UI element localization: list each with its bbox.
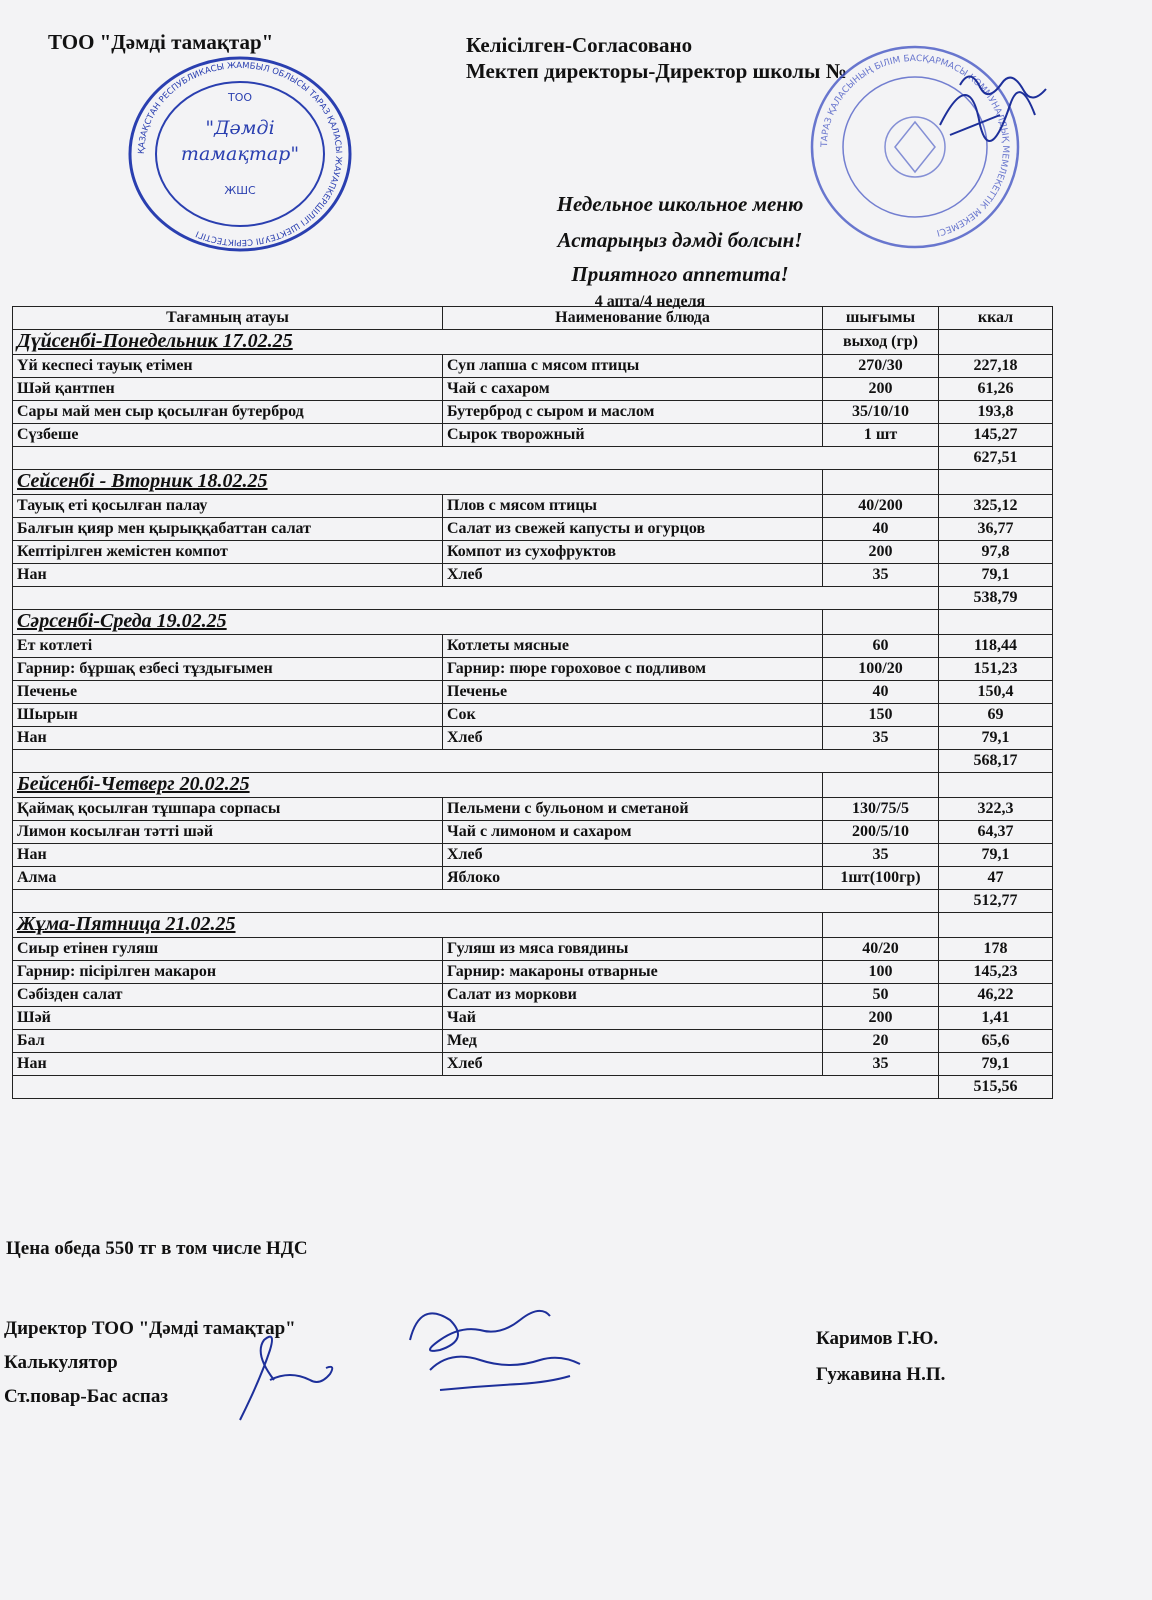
dish-output: 200 xyxy=(823,541,939,564)
day-total-row xyxy=(13,750,1053,773)
day-title xyxy=(13,470,823,495)
day-header-row xyxy=(13,330,1053,355)
dish-kcal: 151,23 xyxy=(939,658,1053,681)
dish-name-kz: Печенье xyxy=(13,681,443,704)
table-header-row xyxy=(13,307,1053,330)
menu-title-3: Приятного аппетита! xyxy=(571,262,789,286)
dish-kcal: 227,18 xyxy=(939,355,1053,378)
role-director: Директор ТОО "Дәмді тамақтар" xyxy=(4,1318,296,1339)
dish-name-kz: Гарнир: пісірілген макарон xyxy=(13,961,443,984)
table-row xyxy=(13,1053,1053,1076)
table-row xyxy=(13,355,1053,378)
role-chef: Ст.повар-Бас аспаз xyxy=(4,1386,169,1407)
day-header-row xyxy=(13,913,1053,938)
day-total-row xyxy=(13,587,1053,610)
day-kcal-header xyxy=(939,470,1053,495)
dish-kcal: 47 xyxy=(939,867,1053,890)
dish-kcal: 79,1 xyxy=(939,1053,1053,1076)
director-signature xyxy=(930,55,1110,165)
day-output-header xyxy=(823,773,939,798)
dish-kcal: 69 xyxy=(939,704,1053,727)
dish-name-ru: Мед xyxy=(443,1030,823,1053)
day-header-row xyxy=(13,470,1053,495)
day-title-text: Сәрсенбі-Среда 19.02.25 xyxy=(17,610,227,632)
dish-output: 200 xyxy=(823,1007,939,1030)
day-total-kcal: 515,56 xyxy=(939,1076,1053,1099)
dish-kcal: 145,27 xyxy=(939,424,1053,447)
dish-name-ru: Хлеб xyxy=(443,844,823,867)
day-title xyxy=(13,610,823,635)
dish-name-ru: Печенье xyxy=(443,681,823,704)
dish-output: 35 xyxy=(823,844,939,867)
stamp-top: ТОО xyxy=(227,91,253,104)
day-title-text: Жұма-Пятница 21.02.25 xyxy=(17,913,236,935)
dish-kcal: 64,37 xyxy=(939,821,1053,844)
header-kz: Тағамның атауы xyxy=(13,307,443,330)
day-output-header xyxy=(823,610,939,635)
table-row xyxy=(13,378,1053,401)
dish-output: 200 xyxy=(823,378,939,401)
dish-output: 270/30 xyxy=(823,355,939,378)
dish-name-ru: Суп лапша с мясом птицы xyxy=(443,355,823,378)
dish-kcal: 145,23 xyxy=(939,961,1053,984)
dish-output: 130/75/5 xyxy=(823,798,939,821)
table-row xyxy=(13,564,1053,587)
dish-kcal: 79,1 xyxy=(939,727,1053,750)
dish-output: 20 xyxy=(823,1030,939,1053)
day-total-spacer xyxy=(13,447,939,470)
dish-name-kz: Кептірілген жемістен компот xyxy=(13,541,443,564)
dish-output: 50 xyxy=(823,984,939,1007)
table-row xyxy=(13,424,1053,447)
dish-kcal: 79,1 xyxy=(939,844,1053,867)
approval-block xyxy=(466,32,847,84)
dish-name-kz: Шәй xyxy=(13,1007,443,1030)
day-title xyxy=(13,330,823,355)
dish-output: 100 xyxy=(823,961,939,984)
dish-name-ru: Яблоко xyxy=(443,867,823,890)
dish-output: 150 xyxy=(823,704,939,727)
menu-table xyxy=(12,306,1053,1099)
role-calculator: Калькулятор xyxy=(4,1352,118,1373)
dish-name-kz: Сүзбеше xyxy=(13,424,443,447)
dish-name-kz: Нан xyxy=(13,844,443,867)
dish-name-ru: Чай xyxy=(443,1007,823,1030)
day-header-row xyxy=(13,610,1053,635)
table-row xyxy=(13,681,1053,704)
day-title xyxy=(13,773,823,798)
dish-output: 60 xyxy=(823,635,939,658)
dish-name-ru: Чай с сахаром xyxy=(443,378,823,401)
dish-name-ru: Хлеб xyxy=(443,1053,823,1076)
header-kcal: ккал xyxy=(939,307,1053,330)
day-output-header: выход (гр) xyxy=(823,330,939,355)
dish-name-kz: Бал xyxy=(13,1030,443,1053)
dish-name-kz: Сиыр етінен гуляш xyxy=(13,938,443,961)
day-total-kcal: 568,17 xyxy=(939,750,1053,773)
table-row xyxy=(13,704,1053,727)
company-name: ТОО "Дәмді тамақтар" xyxy=(48,30,274,54)
name-director: Каримов Г.Ю. xyxy=(816,1328,939,1349)
dish-kcal: 97,8 xyxy=(939,541,1053,564)
table-row xyxy=(13,938,1053,961)
day-kcal-header xyxy=(939,610,1053,635)
dish-kcal: 118,44 xyxy=(939,635,1053,658)
dish-name-kz: Үй кеспесі тауық етімен xyxy=(13,355,443,378)
dish-name-kz: Шәй қантпен xyxy=(13,378,443,401)
dish-name-kz: Нан xyxy=(13,1053,443,1076)
dish-name-kz: Тауық еті қосылған палау xyxy=(13,495,443,518)
table-row xyxy=(13,658,1053,681)
dish-output: 40/200 xyxy=(823,495,939,518)
dish-name-kz: Балғын қияр мен қырыққабаттан салат xyxy=(13,518,443,541)
dish-kcal: 46,22 xyxy=(939,984,1053,1007)
name-calculator: Гужавина Н.П. xyxy=(816,1364,946,1385)
dish-name-ru: Хлеб xyxy=(443,564,823,587)
stamp-middle-2: тамақтар" xyxy=(180,143,300,165)
dish-name-ru: Гуляш из мяса говядины xyxy=(443,938,823,961)
table-row xyxy=(13,821,1053,844)
dish-name-kz: Шырын xyxy=(13,704,443,727)
day-title xyxy=(13,913,823,938)
dish-kcal: 193,8 xyxy=(939,401,1053,424)
dish-kcal: 65,6 xyxy=(939,1030,1053,1053)
dish-name-ru: Сырок творожный xyxy=(443,424,823,447)
table-row xyxy=(13,495,1053,518)
dish-kcal: 178 xyxy=(939,938,1053,961)
dish-output: 35/10/10 xyxy=(823,401,939,424)
table-row xyxy=(13,635,1053,658)
dish-kcal: 1,41 xyxy=(939,1007,1053,1030)
dish-kcal: 79,1 xyxy=(939,564,1053,587)
director-line: Мектеп директоры-Директор школы № xyxy=(466,59,847,83)
dish-name-kz: Лимон косылған тәтті шәй xyxy=(13,821,443,844)
dish-name-ru: Гарнир: макароны отварные xyxy=(443,961,823,984)
day-kcal-header xyxy=(939,913,1053,938)
table-row xyxy=(13,844,1053,867)
dish-output: 200/5/10 xyxy=(823,821,939,844)
dish-name-kz: Қаймақ қосылған тұшпара сорпасы xyxy=(13,798,443,821)
day-total-row xyxy=(13,447,1053,470)
menu-title-2: Астарыңыз дәмді болсын! xyxy=(557,228,803,252)
dish-name-kz: Сары май мен сыр қосылған бутерброд xyxy=(13,401,443,424)
dish-name-kz: Нан xyxy=(13,727,443,750)
day-kcal-header xyxy=(939,773,1053,798)
day-title-text: Дүйсенбі-Понедельник 17.02.25 xyxy=(17,330,293,352)
dish-name-ru: Пельмени с бульоном и сметаной xyxy=(443,798,823,821)
day-total-row xyxy=(13,1076,1053,1099)
dish-output: 35 xyxy=(823,1053,939,1076)
stamp-middle-1: "Дәмді xyxy=(205,117,275,139)
table-row xyxy=(13,984,1053,1007)
dish-name-ru: Салат из свежей капусты и огурцов xyxy=(443,518,823,541)
day-total-spacer xyxy=(13,587,939,610)
table-row xyxy=(13,518,1053,541)
dish-name-kz: Ет котлеті xyxy=(13,635,443,658)
dish-kcal: 325,12 xyxy=(939,495,1053,518)
lunch-price: Цена обеда 550 тг в том числе НДС xyxy=(6,1238,308,1259)
dish-name-kz: Алма xyxy=(13,867,443,890)
table-row xyxy=(13,1007,1053,1030)
dish-name-ru: Салат из моркови xyxy=(443,984,823,1007)
company-stamp xyxy=(125,56,355,252)
table-row xyxy=(13,1030,1053,1053)
table-row xyxy=(13,798,1053,821)
dish-kcal: 150,4 xyxy=(939,681,1053,704)
day-header-row xyxy=(13,773,1053,798)
header-output: шығымы xyxy=(823,307,939,330)
table-row xyxy=(13,727,1053,750)
day-total-spacer xyxy=(13,750,939,773)
day-title-text: Бейсенбі-Четверг 20.02.25 xyxy=(17,773,250,795)
table-row xyxy=(13,961,1053,984)
table-row xyxy=(13,401,1053,424)
day-total-spacer xyxy=(13,890,939,913)
day-kcal-header xyxy=(939,330,1053,355)
dish-name-kz: Нан xyxy=(13,564,443,587)
dish-kcal: 61,26 xyxy=(939,378,1053,401)
day-total-kcal: 512,77 xyxy=(939,890,1053,913)
dish-output: 1 шт xyxy=(823,424,939,447)
dish-output: 40 xyxy=(823,681,939,704)
dish-name-ru: Гарнир: пюре гороховое с подливом xyxy=(443,658,823,681)
day-total-spacer xyxy=(13,1076,939,1099)
day-total-kcal: 538,79 xyxy=(939,587,1053,610)
approval-label: Келісілген-Согласовано xyxy=(466,33,693,57)
day-output-header xyxy=(823,913,939,938)
table-row xyxy=(13,867,1053,890)
dish-name-ru: Плов с мясом птицы xyxy=(443,495,823,518)
school-stamp-ring-text: ТАРАЗ ҚАЛАСЫНЫҢ БІЛІМ БАСҚАРМАСЫ КОММУНАЛДЫҚ МЕМЛЕКЕТТІК МЕКЕМЕСІ xyxy=(819,53,1011,238)
dish-name-kz: Гарнир: бұршақ езбесі тұздығымен xyxy=(13,658,443,681)
header-ru: Наименование блюда xyxy=(443,307,823,330)
footer-signatures xyxy=(230,1300,630,1430)
dish-output: 100/20 xyxy=(823,658,939,681)
dish-name-ru: Компот из сухофруктов xyxy=(443,541,823,564)
stamp-bottom: ЖШС xyxy=(224,184,256,197)
dish-name-ru: Бутерброд с сыром и маслом xyxy=(443,401,823,424)
dish-name-ru: Чай с лимоном и сахаром xyxy=(443,821,823,844)
day-total-row xyxy=(13,890,1053,913)
dish-output: 40/20 xyxy=(823,938,939,961)
dish-output: 40 xyxy=(823,518,939,541)
dish-name-kz: Сәбізден салат xyxy=(13,984,443,1007)
dish-name-ru: Хлеб xyxy=(443,727,823,750)
dish-output: 35 xyxy=(823,727,939,750)
table-row xyxy=(13,541,1053,564)
dish-kcal: 36,77 xyxy=(939,518,1053,541)
day-title-text: Сейсенбі - Вторник 18.02.25 xyxy=(17,470,268,492)
week-label: 4 апта/4 неделя xyxy=(594,293,706,310)
day-total-kcal: 627,51 xyxy=(939,447,1053,470)
stamp-ring-text: ҚАЗАҚСТАН РЕСПУБЛИКАСЫ ЖАМБЫЛ ОБЛЫСЫ ТАРАЗ ҚАЛАСЫ ЖАУАПКЕРШІЛІГІ ШЕКТЕУЛІ СЕРІКТЕСТІГІ xyxy=(136,60,344,248)
day-output-header xyxy=(823,470,939,495)
dish-name-ru: Сок xyxy=(443,704,823,727)
dish-output: 35 xyxy=(823,564,939,587)
dish-output: 1шт(100гр) xyxy=(823,867,939,890)
menu-title-1: Недельное школьное меню xyxy=(556,192,804,216)
dish-kcal: 322,3 xyxy=(939,798,1053,821)
dish-name-ru: Котлеты мясные xyxy=(443,635,823,658)
